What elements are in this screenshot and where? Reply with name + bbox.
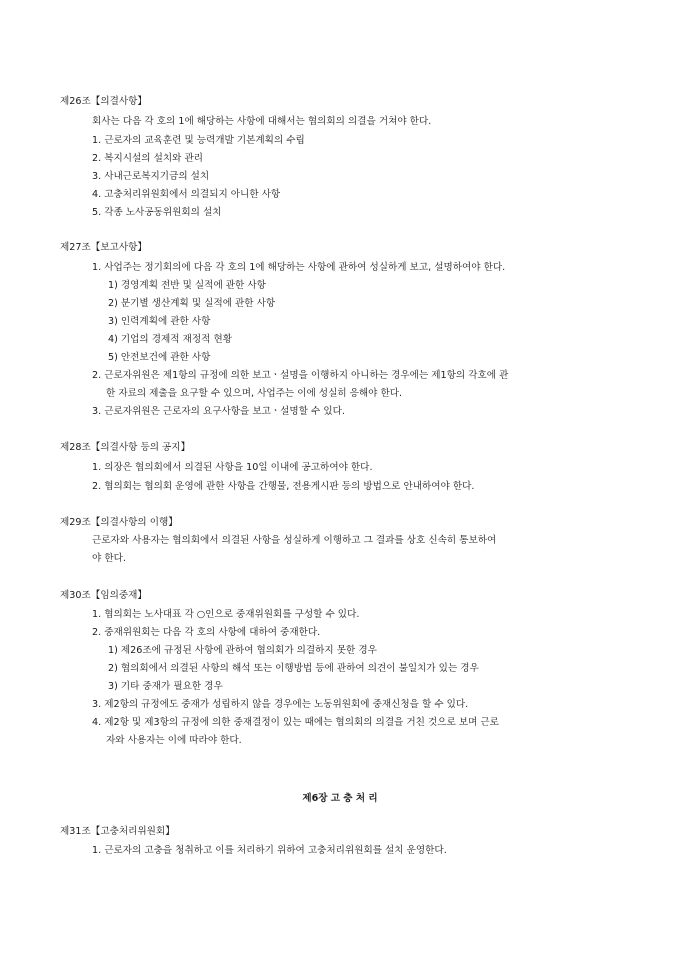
article-28-title: 제28조【의결사항 등의 공지】 (60, 442, 191, 453)
article-29-body-continued: 야 한다. (92, 553, 126, 564)
article-27-item: 2. 근로자위원은 제1항의 규정에 의한 보고ㆍ설명을 이행하지 아니하는 경우에는 제1항의 각호에 관 (92, 370, 509, 381)
article-30-title: 제30조【임의중재】 (60, 590, 148, 601)
article-30-subitem: 1) 제26조에 규정된 사항에 관하여 협의회가 의결하지 못한 경우 (108, 645, 377, 656)
article-26-item: 1. 근로자의 교육훈련 및 능력개발 기본계획의 수립 (92, 135, 305, 146)
article-27-subitem: 5) 안전보건에 관한 사항 (108, 352, 211, 363)
article-30-item: 3. 제2항의 규정에도 중재가 성립하지 않을 경우에는 노동위원회에 중재신청을 할 수 있다. (92, 699, 469, 710)
chapter-heading: 제6장 고 충 처 리 (302, 793, 378, 804)
article-26-item: 5. 각종 노사공동위원회의 설치 (92, 207, 222, 218)
article-27-item: 1. 사업주는 정기회의에 다음 각 호의 1에 해당하는 사항에 관하여 성실하게 보고, 설명하여야 한다. (92, 262, 506, 273)
article-30-subitem: 2) 협의회에서 의결된 사항의 해석 또는 이행방법 등에 관하여 의견이 불일치가 있는 경우 (108, 663, 479, 674)
article-27-subitem: 2) 분기별 생산계획 및 실적에 관한 사항 (108, 298, 276, 309)
article-27-title: 제27조【보고사항】 (60, 242, 148, 253)
article-27-subitem: 1) 경영계획 전반 및 실적에 관한 사항 (108, 280, 266, 291)
article-26-item: 3. 사내근로복지기금의 설치 (92, 171, 210, 182)
article-30-subitem: 3) 기타 중재가 필요한 경우 (108, 681, 223, 692)
article-26-item: 4. 고충처리위원회에서 의결되지 아니한 사항 (92, 189, 281, 200)
article-26-title: 제26조【의결사항】 (60, 96, 148, 107)
article-28-item: 2. 협의회는 협의회 운영에 관한 사항을 간행물, 전용게시판 등의 방법으로 안내하여야 한다. (92, 481, 475, 492)
article-29-title: 제29조【의결사항의 이행】 (60, 517, 178, 528)
article-27-item: 3. 근로자위원은 근로자의 요구사항을 보고ㆍ설명할 수 있다. (92, 406, 345, 417)
article-30-item: 1. 협의회는 노사대표 각 ○인으로 중재위원회를 구성할 수 있다. (92, 609, 360, 620)
article-28-item: 1. 의장은 협의회에서 의결된 사항을 10일 이내에 공고하여야 한다. (92, 462, 373, 473)
article-30-item: 2. 중재위원회는 다음 각 호의 사항에 대하여 중재한다. (92, 627, 321, 638)
article-30-item: 4. 제2항 및 제3항의 규정에 의한 중재결정이 있는 때에는 협의회의 의결을 거친 것으로 보며 근로 (92, 717, 499, 728)
article-26-intro: 회사는 다음 각 호의 1에 해당하는 사항에 대해서는 협의회의 의결을 거쳐야 한다. (92, 116, 432, 127)
article-31-title: 제31조【고충처리위원회】 (60, 826, 175, 837)
article-26-item: 2. 복지시설의 설치와 관리 (92, 153, 203, 164)
article-27-subitem: 4) 기업의 경제적 재정적 현황 (108, 334, 232, 345)
article-27-item-continued: 한 자료의 제출을 요구할 수 있으며, 사업주는 이에 성실히 응해야 한다. (106, 388, 403, 399)
article-31-item: 1. 근로자의 고충을 청취하고 이를 처리하기 위하여 고충처리위원회를 설치 운영한다. (92, 845, 447, 856)
article-27-subitem: 3) 인력계획에 관한 사항 (108, 316, 211, 327)
article-29-body: 근로자와 사용자는 협의회에서 의결된 사항을 성실하게 이행하고 그 결과를 상호 신속히 통보하여 (92, 535, 497, 546)
article-30-item-continued: 자와 사용자는 이에 따라야 한다. (106, 735, 242, 746)
